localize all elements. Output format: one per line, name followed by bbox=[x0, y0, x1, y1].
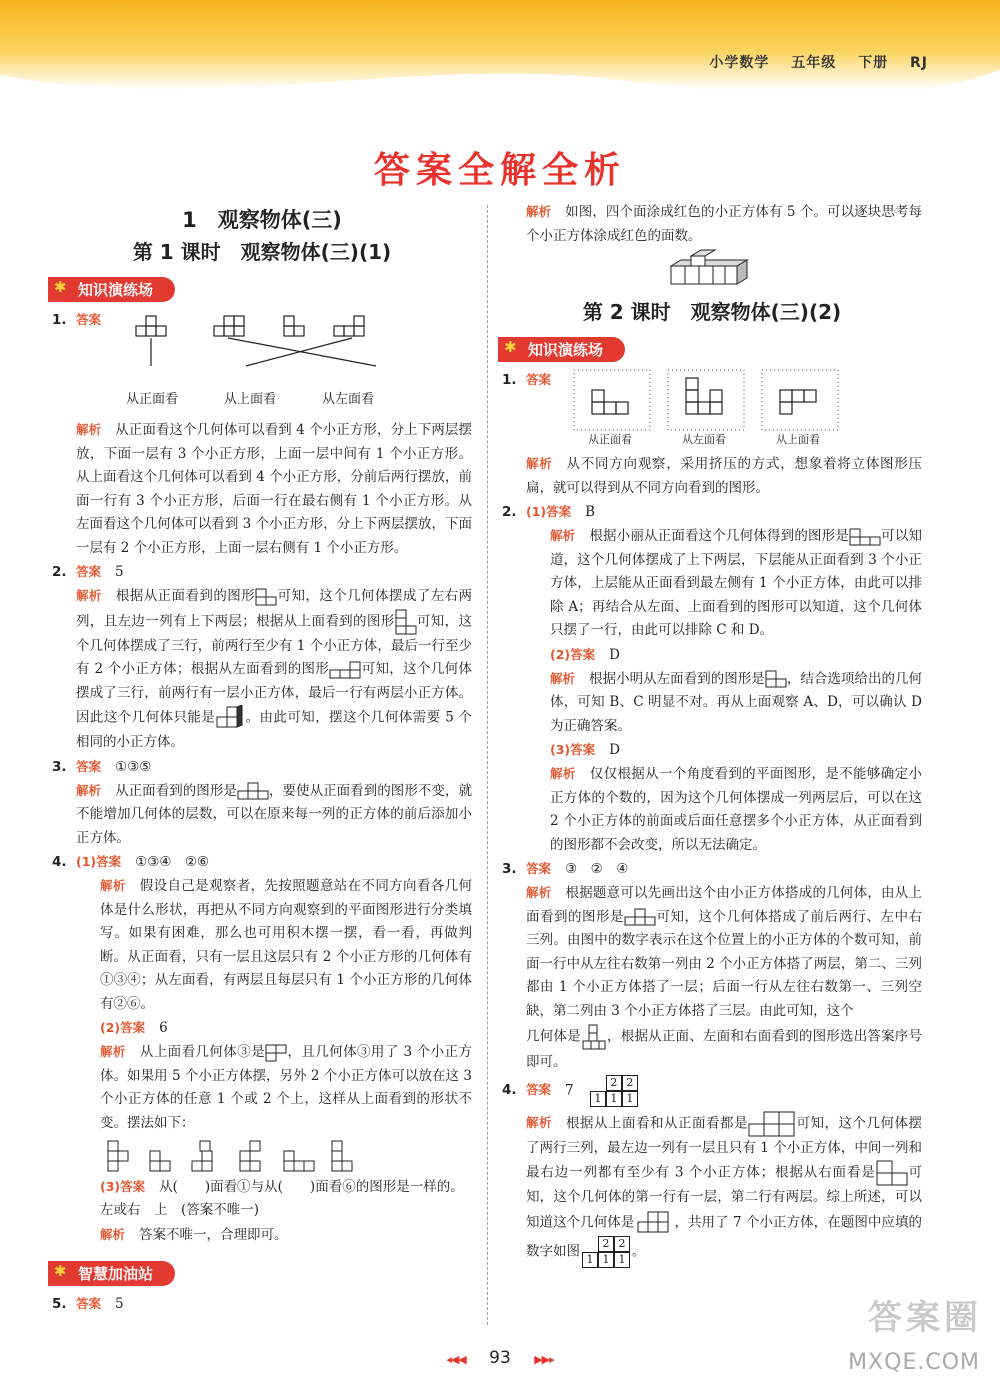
analysis-label: 解析 bbox=[526, 456, 553, 471]
q1-shapes-svg bbox=[116, 314, 476, 374]
q4-part2-answer: 6 bbox=[159, 1020, 168, 1036]
answer-label: 答案 bbox=[526, 372, 552, 387]
grid-cell: 1 bbox=[590, 1091, 606, 1107]
grid-left-label: 从左面看 bbox=[682, 433, 726, 446]
section-banner: ✱ 知识演练场 bbox=[498, 337, 625, 362]
q4-part1-answer-row bbox=[52, 850, 472, 874]
grid-cell: 1 bbox=[582, 1252, 598, 1268]
answer-label: 答案 bbox=[76, 1296, 102, 1311]
q1-view-diagram bbox=[76, 332, 472, 418]
q4-part2-analysis-part-b: ，且几何体③用了 3 个小正方体。如果用 5 个小正方体摆，另外 2 个小正方体可以放在这 3 个小正方体的任意 1 个或 2 个上，这样从上面看到的形状不变。摆法如下： bbox=[100, 1044, 472, 1131]
q3-analysis bbox=[526, 881, 922, 1075]
question-number: 2. bbox=[502, 504, 517, 520]
q2-part1-analysis-part-b: 可以知道，这个几何体摆成了上下两层，下层能从正面看到 3 个小正方体，上层能从正面看到最左侧有 1 个小正方体，由此可以排除 A；再结合从左面、上面看到的图形可以知道，这个几何体只摆了一行，由此可以排除 C 和 D。 bbox=[550, 528, 922, 638]
q4-analysis-part-a: 根据从上面看和从正面看都是 bbox=[566, 1115, 748, 1131]
answer-label: (2)答案 bbox=[550, 646, 596, 662]
q2-part1-answer-row bbox=[502, 500, 922, 524]
analysis-label: 解析 bbox=[76, 422, 102, 437]
question-number: 3. bbox=[52, 758, 67, 775]
q4-answer: 7 bbox=[565, 1082, 574, 1098]
left-view-icon bbox=[329, 661, 361, 679]
q4-analysis-part-e: 。 bbox=[632, 1243, 646, 1259]
header-band bbox=[0, 0, 1000, 90]
right-column bbox=[502, 200, 922, 1268]
section-banner: ✱ 知识演练场 bbox=[48, 277, 175, 302]
q4-part3-analysis bbox=[100, 1223, 472, 1248]
q2-part1-answer: B bbox=[585, 504, 596, 520]
q3-analysis-part-a: 从正面看到的图形是 bbox=[115, 782, 237, 799]
q1-analysis-text: 从不同方向观察，采用挤压的方式，想象着将立体图形压扁，就可以得到从不同方向看到的图形。 bbox=[526, 456, 922, 496]
q1-analysis-text: 从正面看这个几何体可以看到 4 个小正方形，分上下两层摆放，下面一层有 3 个小正方形，上面一层中间有 1 个小正方形。从上面看这个几何体可以看到 4 个小正方形，分前后两行摆放，前面一行有 3 个小正方形，后面一行在最右侧有 1 个小正方形。从左面看这个几何体可以看到 3 个小正方形，分上下两层摆放，下面一层有 2 个小正方形，上面一层右侧有 1 个小正方形。 bbox=[76, 422, 472, 556]
q4-part3-answer-row bbox=[100, 1175, 472, 1199]
grid-cell: 1 bbox=[606, 1091, 622, 1107]
answer-label: 答案 bbox=[526, 1082, 552, 1097]
cube-stack-icon bbox=[634, 1210, 674, 1236]
q3-analysis-part-d: ，根据从正面、左面和右面看到的图形选出答案序号即可。 bbox=[526, 1028, 923, 1070]
analysis-label: 解析 bbox=[100, 1044, 126, 1059]
q4-number-grid-inline bbox=[582, 1236, 630, 1268]
q2-part1-analysis-part-a: 根据小丽从正面看这个几何体得到的图形是 bbox=[589, 528, 849, 544]
analysis-label: 解析 bbox=[550, 766, 576, 781]
q2-analysis-part-b: 可知，这个几何体摆成了左右两列，且左边一列有上下两层；根据从上面看到的图形 bbox=[76, 588, 473, 629]
view-front-label: 从正面看 bbox=[126, 392, 179, 407]
analysis-label: 解析 bbox=[526, 885, 552, 900]
answer-label: (1)答案 bbox=[526, 504, 572, 519]
watermark: 答案圈 bbox=[868, 1298, 982, 1338]
question-number: 2. bbox=[52, 564, 67, 580]
page-title: 答案全解全析 bbox=[373, 150, 626, 191]
left-column bbox=[52, 200, 472, 1316]
answer-label: (2)答案 bbox=[100, 1020, 146, 1035]
q4-part1-analysis bbox=[100, 874, 472, 1016]
q2-part2-answer-row bbox=[550, 643, 922, 667]
answer-label: 答案 bbox=[76, 564, 102, 579]
front-view-icon bbox=[849, 528, 881, 546]
q2-analysis-part-d: 可知，这个几何体摆成了三行，前两行有一层小正方体，最后一行有两层小正方体。因此这个几何体只能是 bbox=[76, 661, 473, 726]
answer-label: (3)答案 bbox=[100, 1179, 146, 1194]
column-divider bbox=[487, 205, 488, 1325]
q3-analysis-part-a: 根据题意可以先画出这个由小正方体搭成的几何体，由从上面看到的图形是 bbox=[526, 885, 922, 925]
view-top-label: 从上面看 bbox=[224, 392, 277, 407]
q3-analysis bbox=[76, 779, 472, 851]
prev-arrows-icon: ◂◀◀ bbox=[446, 1353, 466, 1366]
question-number: 1. bbox=[502, 372, 517, 388]
question-number: 4. bbox=[502, 1082, 517, 1098]
q5-answer-row bbox=[52, 1292, 472, 1316]
q2-part1-analysis bbox=[550, 524, 922, 643]
header-meta bbox=[693, 52, 928, 72]
header-edition: RJ bbox=[910, 55, 928, 71]
grid-top-label: 从上面看 bbox=[776, 433, 820, 446]
view-left-label: 从左面看 bbox=[322, 392, 375, 407]
q2-part3-answer: D bbox=[609, 742, 620, 758]
q3-answer: ③ ② ④ bbox=[565, 861, 629, 877]
q2-analysis bbox=[76, 584, 472, 755]
q1-analysis bbox=[526, 452, 922, 500]
front-view-icon bbox=[237, 782, 269, 800]
grid-cell: 2 bbox=[622, 1075, 638, 1091]
q4-arrangements bbox=[100, 1135, 472, 1175]
left-view-icon bbox=[765, 670, 787, 688]
q4-part2-analysis bbox=[100, 1040, 472, 1135]
q4-part2-answer-row bbox=[100, 1016, 472, 1040]
page-number: 93 bbox=[489, 1348, 511, 1368]
q4-analysis bbox=[526, 1111, 922, 1268]
q4-number-grid bbox=[590, 1075, 638, 1107]
q5-analysis-text: 如图，四个面涂成红色的小正方体有 5 个。可以逐块思考每个小正方体涂成红色的面数。 bbox=[526, 204, 922, 244]
analysis-label: 解析 bbox=[100, 1226, 126, 1242]
q2-analysis-part-a: 根据从正面看到的图形 bbox=[115, 588, 256, 604]
q4-part3-analysis-text: 答案不唯一，合理即可。 bbox=[139, 1226, 288, 1243]
q2-answer-row bbox=[52, 560, 472, 584]
next-arrows-icon: ▶▶▸ bbox=[534, 1353, 554, 1366]
answer-label: (1)答案 bbox=[76, 854, 122, 869]
view-icon bbox=[748, 1111, 796, 1137]
grid-cell: 2 bbox=[606, 1075, 622, 1091]
watermark-url: MXQE.COM bbox=[848, 1350, 980, 1375]
analysis-label: 解析 bbox=[76, 588, 102, 603]
lesson-title: 第 1 课时 观察物体(三)(1) bbox=[132, 240, 392, 264]
header-grade: 五年级 bbox=[791, 55, 837, 71]
grid-cell: 2 bbox=[598, 1236, 614, 1252]
header-subject: 小学数学 bbox=[709, 55, 770, 71]
q4-answer-row bbox=[502, 1075, 922, 1111]
q2-analysis-part-e: 。由此可知，摆这个几何体需要 5 个相同的小正方体。 bbox=[76, 709, 473, 750]
section-banner: ✱ 智慧加油站 bbox=[48, 1261, 175, 1286]
q1-analysis bbox=[76, 418, 472, 560]
grid-front-label: 从正面看 bbox=[588, 433, 632, 446]
front-view-icon bbox=[255, 588, 277, 606]
top-view-icon bbox=[395, 609, 417, 635]
analysis-label: 解析 bbox=[526, 204, 552, 219]
q3-analysis-part-b: 可知，这个几何体搭成了前后两行、左中右三列。由图中的数字表示在这个位置上的小正方体的个数可知，前面一行中从左往右数第一列由 2 个小正方体搭了两层，第二、三列都由 1 个小正方体搭了一层；后面一行从左往右数第一、三列空缺，第二列由 3 个小正方体搭了三层。由此可知，这个 bbox=[526, 908, 922, 1019]
cube-stack-icon bbox=[215, 705, 245, 731]
q4-part1-analysis-text: 假设自己是观察者，先按照题意站在不同方向看各几何体是什么形状，再把从不同方向观察到的平面图形进行分类填写。如果有困难，那么也可用积木摆一摆，看一看，再做判断。从正面看，只有一层且这层只有 2 个小正方形的几何体有①③④；从左面看，有两层且每层只有 1 个小正方形的几何体有②⑥。 bbox=[100, 878, 472, 1012]
q2-answer: 5 bbox=[115, 564, 124, 580]
q2-part3-answer-row bbox=[550, 738, 922, 762]
q3-answer: ①③⑤ bbox=[115, 758, 152, 775]
lesson-title: 第 2 课时 观察物体(三)(2) bbox=[582, 300, 842, 324]
q2-part3-analysis bbox=[550, 762, 922, 857]
analysis-label: 解析 bbox=[526, 1115, 552, 1130]
grid-cell: 1 bbox=[598, 1252, 614, 1268]
grid-cell: 1 bbox=[622, 1091, 638, 1107]
q3-answer-row bbox=[52, 755, 472, 779]
top-view-icon bbox=[624, 908, 656, 926]
q4-analysis-part-c: 可知，这个几何体的第一行有一层，第二行有两层。综上所述，可以知道这个几何体是 bbox=[526, 1164, 923, 1230]
answer-label: 答案 bbox=[526, 861, 552, 876]
q1-answer-row bbox=[502, 368, 922, 452]
answer-label: 答案 bbox=[76, 312, 102, 327]
grid-cell: 1 bbox=[614, 1252, 630, 1268]
q2-part2-analysis-part-b: ，结合选项给出的几何体，可知 B、C 明显不对。再从上面观察 A、D，可以确认 D 为正确答案。 bbox=[550, 670, 923, 734]
cube-stack-icon bbox=[581, 1023, 607, 1051]
q4-part1-answer: ①③④ ②⑥ bbox=[135, 854, 210, 870]
q4-part3-answer-a: 从( )面看①与从( )面看⑥的图形是一样的。 bbox=[159, 1179, 464, 1195]
question-number: 1. bbox=[52, 312, 67, 328]
question-number: 5. bbox=[52, 1296, 67, 1312]
q2-analysis-part-c: 可知，这个几何体摆成了三行，前两行至少有 1 个小正方体，最后一行至少有 2 个小正方体；根据从左面看到的图形 bbox=[76, 613, 473, 677]
analysis-label: 解析 bbox=[76, 782, 102, 798]
q2-part2-answer: D bbox=[609, 646, 620, 663]
q5-answer: 5 bbox=[115, 1296, 124, 1312]
q2-part2-analysis-part-a: 根据小明从左面看到的图形是 bbox=[589, 670, 765, 687]
q5-analysis bbox=[526, 200, 922, 248]
q5-figure bbox=[502, 248, 922, 294]
question-number: 3. bbox=[502, 861, 517, 877]
unit-title: 1 观察物体(三) bbox=[182, 208, 342, 232]
q3-answer-row bbox=[502, 857, 922, 881]
q4-part2-analysis-part-a: 从上面看几何体③是 bbox=[139, 1044, 266, 1060]
q4-analysis-part-d: ，共用了 7 个小正方体，在题图中应填的数字如图 bbox=[526, 1214, 923, 1259]
grid-cell: 2 bbox=[614, 1236, 630, 1252]
cube-arrangements-svg bbox=[100, 1135, 370, 1173]
q3-analysis-part-c: 几何体是 bbox=[526, 1028, 581, 1045]
painted-cubes-figure bbox=[667, 248, 757, 290]
question-number: 4. bbox=[52, 854, 67, 870]
header-volume: 下册 bbox=[858, 55, 889, 71]
q3-analysis-part-b: ，要使从正面看到的图形不变，就不能增加几何体的层数，可以在原来每一列的正方体的前后添加小正方体。 bbox=[76, 782, 472, 846]
q2-part3-analysis-text: 仅仅根据从一个角度看到的平面图形，是不能够确定小正方体的个数的，因为这个几何体摆成一列两层后，可以在这 2 个小正方体的前面或后面任意摆多个小正方体，从正面看到的图形都不会改变，所以无法确定。 bbox=[550, 766, 922, 853]
answer-label: 答案 bbox=[76, 758, 102, 774]
right-view-icon bbox=[876, 1160, 908, 1186]
q4-analysis-part-b: 可知，这个几何体摆了两行三列，最左边一列有一层且只有 1 个小正方体，中间一列和最右边一列都有至少有 3 个小正方体；根据从右面看是 bbox=[526, 1115, 922, 1181]
top-view-icon bbox=[265, 1044, 287, 1062]
answer-label: (3)答案 bbox=[550, 742, 596, 757]
q4-part3-answer-b: 左或右 上 (答案不唯一) bbox=[100, 1202, 260, 1218]
analysis-label: 解析 bbox=[550, 670, 576, 686]
q2-part2-analysis bbox=[550, 667, 922, 739]
analysis-label: 解析 bbox=[100, 878, 126, 893]
analysis-label: 解析 bbox=[550, 528, 576, 543]
